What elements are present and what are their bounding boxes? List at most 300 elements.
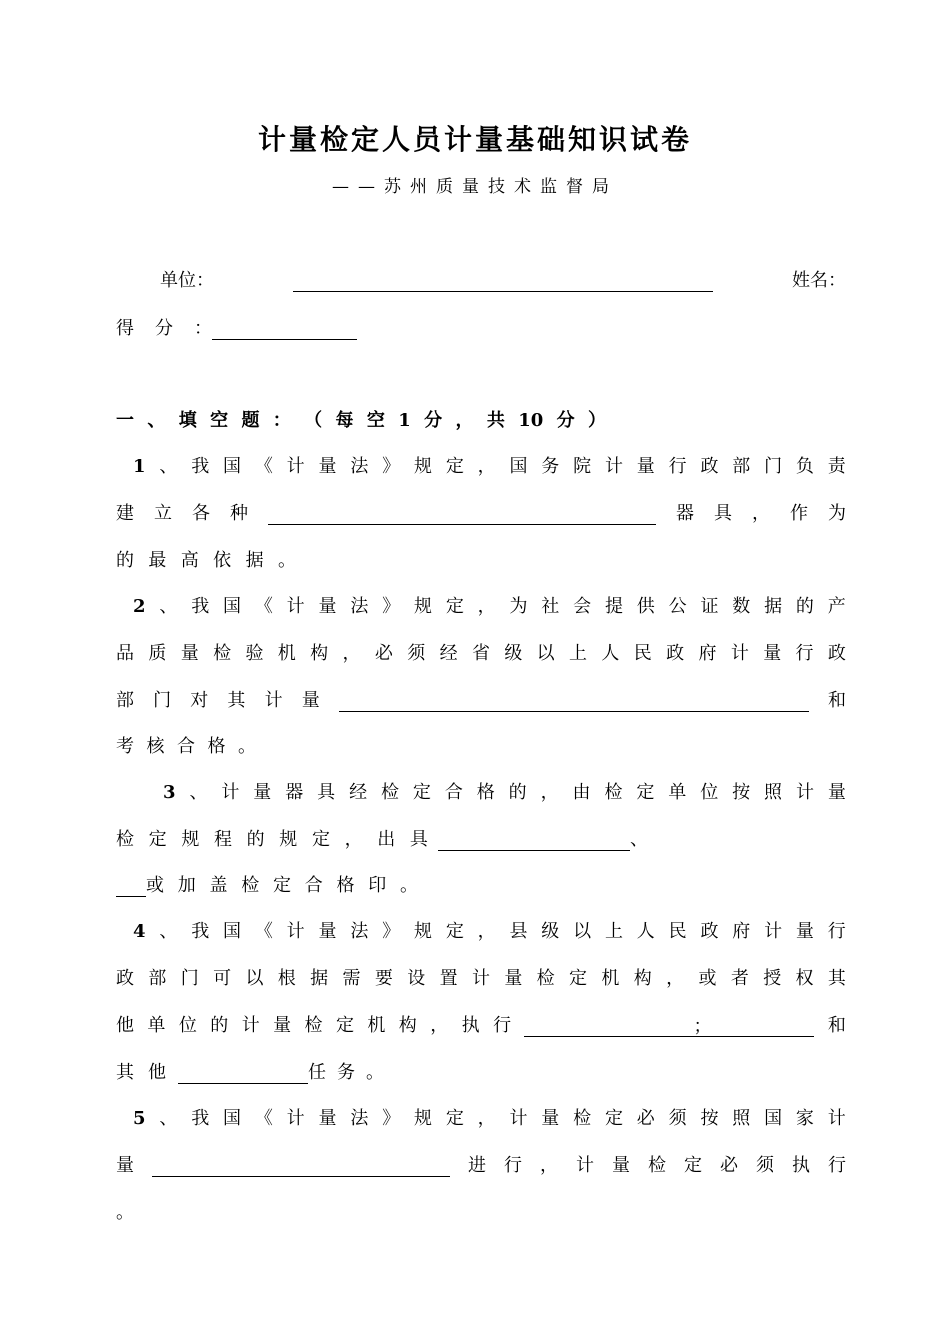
glyph: 任 [308,1062,326,1083]
glyph: 国 [223,1108,242,1129]
glyph: 规 [413,1108,432,1129]
glyph: 定 [636,782,655,803]
glyph: 量 [301,690,320,711]
glyph: 共 [486,410,505,431]
q1-number: 1 [133,456,146,477]
glyph: 1 [398,410,411,431]
glyph: 得 [116,318,134,339]
glyph: 须 [668,1108,687,1129]
q2-line-1 [133,588,846,618]
glyph: 行 [828,1155,846,1176]
score-row [116,310,846,340]
glyph: 政 [827,643,846,664]
glyph: 分 [556,410,575,431]
glyph: 机 [277,643,296,664]
glyph: 计 [576,1155,594,1176]
q1-line-2 [116,495,846,525]
q4-line-4 [116,1054,846,1084]
glyph: 品 [116,643,134,664]
glyph: ， [430,1015,449,1036]
q1-line-1 [133,448,846,478]
glyph: 或 [698,968,717,989]
q3-blank-2[interactable] [116,876,146,897]
glyph: 定 [684,1155,702,1176]
glyph: 政 [700,921,719,942]
glyph: 计 [286,921,305,942]
glyph: 定 [445,1108,464,1129]
glyph: 立 [154,503,172,524]
glyph: 格 [207,736,226,757]
q3-line-3 [116,867,846,897]
glyph: 定 [445,921,464,942]
glyph: 器 [676,503,694,524]
glyph: 计 [604,456,623,477]
glyph: 定 [445,456,464,477]
q3-text-3 [146,875,418,897]
glyph: 授 [763,968,782,989]
glyph: 核 [146,736,165,757]
glyph: 检 [380,782,399,803]
q1-blank-1[interactable] [268,504,656,525]
glyph: 检 [604,782,623,803]
glyph: 门 [764,456,783,477]
glyph: 印 [368,875,387,896]
glyph: 计 [221,782,240,803]
q5-line-2 [116,1147,846,1177]
glyph: 责 [827,456,846,477]
q4-blank-2[interactable] [714,1016,814,1037]
glyph: 的 [795,596,814,617]
q3-line-2 [116,821,846,851]
q3-text-2b: 、 [630,829,648,850]
glyph: 考 [116,736,134,757]
glyph: 按 [700,1108,719,1129]
glyph: 量 [541,1108,560,1129]
glyph: 据 [764,596,783,617]
glyph: 《 [254,921,273,942]
glyph: 政 [666,643,685,664]
glyph: 可 [213,968,232,989]
glyph: 依 [213,550,232,571]
glyph: 必 [636,1108,655,1129]
glyph: 必 [374,643,393,664]
glyph: 。 [400,875,418,896]
glyph: 、 [159,1108,178,1129]
glyph: 需 [342,968,361,989]
glyph: 种 [230,503,248,524]
glyph: 行 [504,1155,522,1176]
glyph: 的 [210,1015,229,1036]
glyph: 执 [461,1015,480,1036]
glyph: 他 [116,1015,134,1036]
glyph: 国 [509,456,528,477]
q2-line-2 [116,635,846,665]
glyph: 会 [573,596,592,617]
glyph: 计 [286,596,305,617]
glyph: 为 [828,503,846,524]
glyph: 单 [147,1015,166,1036]
glyph: 一 [116,410,134,431]
section-1-heading [116,402,606,432]
glyph: 的 [508,782,527,803]
glyph: 按 [732,782,751,803]
glyph: 级 [504,643,523,664]
glyph: 据 [245,550,264,571]
q4-line-3 [116,1007,846,1037]
glyph: 位 [700,782,719,803]
q4-blank-group [524,1016,814,1037]
glyph: 府 [732,921,751,942]
glyph: 器 [285,782,304,803]
glyph: 最 [148,550,167,571]
q4-text-3b: 和 [827,1015,846,1036]
glyph: 执 [792,1155,810,1176]
glyph: 计 [286,456,305,477]
glyph: 进 [468,1155,486,1176]
glyph: 门 [180,968,199,989]
glyph: （ [304,410,323,431]
glyph: 部 [116,690,134,711]
glyph: ， [540,1155,558,1176]
glyph: 分 [424,410,443,431]
glyph: 行 [668,456,687,477]
glyph: 国 [764,1108,783,1129]
glyph: 量 [253,782,272,803]
glyph: 定 [311,829,330,850]
glyph: 行 [827,921,846,942]
glyph: 》 [382,1108,401,1129]
glyph: 合 [177,736,195,757]
glyph: 上 [569,643,588,664]
glyph: 者 [730,968,749,989]
glyph: 县 [509,921,528,942]
q2-blank-1[interactable] [339,691,809,712]
q4-line-1 [133,913,846,943]
glyph: 社 [541,596,560,617]
glyph: 量 [636,456,655,477]
glyph: 名 [810,270,828,291]
glyph: 位 [178,1015,197,1036]
q5-text-3: 。 [116,1202,134,1223]
glyph: 证 [700,596,719,617]
glyph: 检 [116,829,134,850]
glyph: 政 [116,968,134,989]
glyph: 、 [159,921,178,942]
glyph: 分 [155,318,173,339]
glyph: 以 [245,968,264,989]
glyph: 提 [604,596,623,617]
q4-number: 4 [133,921,146,942]
glyph: 《 [254,596,273,617]
q3-blank-1[interactable] [438,830,630,851]
glyph: 规 [413,921,432,942]
glyph: 法 [350,456,369,477]
glyph: 其 [227,690,246,711]
q4-blank-3[interactable] [178,1063,308,1084]
glyph: 以 [573,921,592,942]
glyph: 加 [177,875,196,896]
glyph: 检 [648,1155,666,1176]
glyph: 机 [601,968,620,989]
glyph: 每 [335,410,354,431]
glyph: 空 [210,410,229,431]
glyph: ， [752,503,770,524]
glyph: 单 [668,782,687,803]
glyph: 计 [730,643,749,664]
glyph: 公 [668,596,687,617]
glyph: 检 [536,968,555,989]
glyph: 法 [350,596,369,617]
glyph: 人 [601,643,620,664]
glyph: 定 [148,829,167,850]
name-label [792,270,846,292]
q2-number: 2 [133,596,146,617]
glyph: 量 [827,782,846,803]
glyph: 建 [116,503,134,524]
glyph: 合 [444,782,463,803]
q4-separator: ； [690,1016,714,1037]
q2-text-3b: 和 [827,690,846,711]
glyph: 具 [409,829,428,850]
glyph: 的 [116,550,134,571]
glyph: ： [828,270,846,291]
glyph: 民 [668,921,687,942]
glyph: 计 [795,782,814,803]
glyph: 我 [191,456,210,477]
glyph: 其 [827,968,846,989]
glyph: 量 [504,968,523,989]
glyph: 由 [572,782,591,803]
glyph: 的 [246,829,265,850]
glyph: 行 [795,643,814,664]
glyph: 填 [178,410,197,431]
glyph: 量 [318,456,337,477]
glyph: 定 [273,875,291,896]
glyph: 我 [191,596,210,617]
glyph: 检 [304,1015,323,1036]
glyph: 行 [493,1015,512,1036]
glyph: 部 [732,456,751,477]
glyph: 出 [377,829,396,850]
q5-blank-1[interactable] [152,1156,450,1177]
glyph: 质 [148,643,167,664]
glyph: 。 [366,1062,384,1083]
glyph: 量 [318,921,337,942]
glyph: ） [587,410,606,431]
score-label [116,318,212,340]
glyph: 具 [317,782,336,803]
glyph: 照 [764,782,783,803]
unit-name-row [160,262,846,292]
glyph: 须 [756,1155,774,1176]
glyph: 、 [189,782,208,803]
glyph: 检 [213,643,232,664]
glyph: 要 [374,968,393,989]
glyph: 计 [827,1108,846,1129]
glyph: ， [455,410,474,431]
glyph: 量 [795,921,814,942]
glyph: 量 [763,643,782,664]
glyph: ， [477,921,496,942]
page-title: 计量检定人员计量基础知识试卷 [257,123,692,156]
glyph: 计 [509,1108,528,1129]
glyph: 据 [310,968,329,989]
q5-line-1 [133,1100,846,1130]
glyph: 设 [407,968,426,989]
q5-number: 5 [133,1108,146,1129]
glyph: 单 [160,270,178,291]
glyph: 验 [245,643,264,664]
glyph: 格 [476,782,495,803]
glyph: ， [666,968,685,989]
glyph: 检 [573,1108,592,1129]
glyph: 位 [178,270,196,291]
glyph: 必 [720,1155,738,1176]
glyph: 构 [310,643,329,664]
glyph: 格 [336,875,355,896]
glyph: 。 [277,550,296,571]
glyph: 国 [223,921,242,942]
q3-line-1 [163,774,846,804]
glyph: 具 [714,503,732,524]
glyph: 、 [159,596,178,617]
glyph: 须 [407,643,426,664]
glyph: 量 [180,643,199,664]
glyph: 高 [180,550,199,571]
q5-line-3 [116,1194,846,1224]
glyph: 《 [254,456,273,477]
glyph: ， [477,456,496,477]
glyph: 规 [279,829,298,850]
glyph: 门 [153,690,172,711]
glyph: 》 [382,596,401,617]
glyph: 构 [633,968,652,989]
glyph: 程 [213,829,232,850]
glyph: 。 [238,736,256,757]
q3-text-2a [116,829,428,851]
glyph: 人 [636,921,655,942]
glyph: 量 [612,1155,630,1176]
glyph: 计 [264,690,283,711]
glyph: 题 [241,410,260,431]
glyph: 计 [764,921,783,942]
unit-label [160,270,214,292]
glyph: 国 [223,456,242,477]
glyph: 民 [633,643,652,664]
unit-field[interactable] [293,271,713,292]
glyph: 产 [827,596,846,617]
glyph: 院 [573,456,592,477]
glyph: 务 [541,456,560,477]
glyph: ， [344,829,363,850]
q1-line-3 [116,542,296,572]
glyph: 权 [795,968,814,989]
glyph: 数 [732,596,751,617]
glyph: 量 [273,1015,292,1036]
glyph: ， [540,782,559,803]
glyph: 部 [148,968,167,989]
glyph: 10 [518,410,544,431]
glyph: 定 [604,1108,623,1129]
score-field[interactable] [212,319,357,340]
glyph: 机 [367,1015,386,1036]
glyph: 对 [190,690,209,711]
glyph: ： [194,318,212,339]
glyph: 省 [471,643,490,664]
glyph: 为 [509,596,528,617]
glyph: 法 [350,1108,369,1129]
glyph: 以 [536,643,555,664]
glyph: 上 [604,921,623,942]
glyph: 、 [147,410,166,431]
glyph: 》 [382,456,401,477]
glyph: 构 [398,1015,417,1036]
glyph: 我 [191,921,210,942]
q5-text-2a: 量 [116,1155,134,1176]
glyph: ， [342,643,361,664]
glyph: ： [272,410,291,431]
glyph: 、 [159,456,178,477]
glyph: 定 [412,782,431,803]
glyph: 级 [541,921,560,942]
glyph: 家 [795,1108,814,1129]
glyph: 定 [335,1015,354,1036]
q2-line-4 [116,728,256,758]
glyph: 《 [254,1108,273,1129]
q4-blank-1[interactable] [524,1016,690,1037]
glyph: 计 [286,1108,305,1129]
glyph: 作 [790,503,808,524]
glyph: 根 [277,968,296,989]
glyph: 经 [349,782,368,803]
glyph: 量 [318,1108,337,1129]
glyph: 规 [181,829,200,850]
glyph: 定 [445,596,464,617]
glyph: 检 [241,875,260,896]
glyph: ， [477,596,496,617]
glyph: 法 [350,921,369,942]
glyph: 我 [191,1108,210,1129]
glyph: 其 [116,1062,134,1083]
glyph: 负 [795,456,814,477]
glyph: 》 [382,921,401,942]
q2-line-3 [116,682,846,712]
page-subtitle: ——苏州质量技术监督局 [332,177,618,197]
q4-line-2 [116,960,846,990]
glyph: 置 [439,968,458,989]
glyph: 照 [732,1108,751,1129]
glyph: 供 [636,596,655,617]
glyph: 量 [318,596,337,617]
glyph: 合 [304,875,323,896]
glyph: 务 [337,1062,355,1083]
glyph: 或 [146,875,164,896]
glyph: 国 [223,596,242,617]
q3-number: 3 [163,782,176,803]
glyph: ： [196,270,214,291]
glyph: 姓 [792,270,810,291]
glyph: 定 [569,968,588,989]
glyph: ， [477,1108,496,1129]
glyph: 盖 [209,875,228,896]
glyph: 政 [700,456,719,477]
glyph: 计 [471,968,490,989]
glyph: 府 [698,643,717,664]
glyph: 计 [241,1015,260,1036]
q4-text-4a [116,1062,166,1084]
glyph: 各 [192,503,210,524]
glyph: 规 [413,456,432,477]
